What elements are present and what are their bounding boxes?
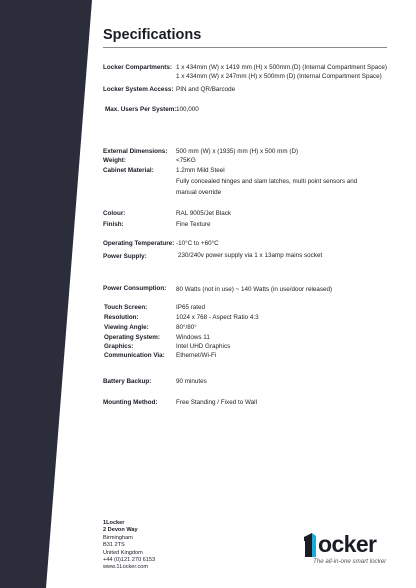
consumption-label: Power Consumption: — [103, 285, 167, 292]
company-address — [103, 520, 155, 572]
battery-value: 90 minutes — [176, 378, 207, 385]
communication-value: Ethernet/Wi-Fi — [176, 352, 217, 359]
viewing-angle-label: Viewing Angle: — [104, 324, 149, 331]
dimensions-label: External Dimensions: — [103, 148, 168, 155]
compartments-value-1: 1 x 434mm (W) x 1419 mm (H) x 500mm (D) (Internal Compartment Space) — [176, 64, 387, 71]
communication-label: Communication Via: — [104, 352, 165, 359]
dimensions-value: 500 mm (W) x (1935) mm (H) x 500 mm (D) — [176, 148, 299, 155]
weight-value: <75KG — [176, 157, 196, 164]
material-value-3: manual override — [176, 189, 222, 196]
colour-label: Colour: — [103, 210, 126, 217]
footer-company: 1Locker — [103, 520, 125, 526]
logo-tagline: The all-in-one smart locker — [313, 558, 387, 565]
material-value-2: Fully concealed hinges and slam latches, multi point sensors and — [176, 178, 358, 185]
temperature-value: -10°C to +60°C — [176, 240, 219, 247]
battery-label: Battery Backup: — [103, 378, 152, 385]
page-title: Specifications — [103, 27, 202, 43]
logo-one-mark — [300, 532, 320, 558]
temperature-label: Operating Temperature: — [103, 240, 175, 247]
compartments-value-2: 1 x 434mm (W) x 247mm (H) x 500mm (D) (Internal Compartment Space) — [176, 73, 382, 80]
viewing-angle-value: 80°/80° — [176, 324, 197, 331]
weight-label: Weight: — [103, 157, 126, 164]
resolution-value: 1024 x 768 - Aspect Ratio 4:3 — [176, 314, 259, 321]
title-divider — [103, 47, 387, 48]
graphics-value: Intel UHD Graphics — [176, 343, 231, 350]
access-value: PIN and QR/Barcode — [176, 86, 236, 93]
footer-website[interactable]: www.1Locker.com — [103, 564, 149, 571]
users-label: Max. Users Per System: — [105, 106, 177, 113]
touch-screen-label: Touch Screen: — [104, 304, 148, 311]
power-supply-value: 230/240v power supply via 1 x 13amp mains socket — [178, 252, 323, 259]
graphics-label: Graphics: — [104, 343, 134, 350]
os-label: Operating System: — [104, 334, 160, 341]
footer-street: 2 Devon Way — [103, 527, 138, 534]
finish-value: Fine Texture — [176, 221, 211, 228]
users-value: 100,000 — [176, 106, 199, 113]
os-value: Windows 11 — [176, 334, 210, 341]
material-value-1: 1.2mm Mild Steel — [176, 167, 225, 174]
finish-label: Finish: — [103, 221, 124, 228]
access-label: Locker System Access: — [103, 86, 174, 93]
touch-screen-value: IP65 rated — [176, 304, 206, 311]
compartments-label: Locker Compartments: — [103, 64, 172, 71]
resolution-label: Resolution: — [104, 314, 139, 321]
colour-value: RAL 9005/Jet Black — [176, 210, 232, 217]
logo-wordmark: ocker — [318, 531, 377, 557]
brand-logo — [300, 531, 396, 571]
consumption-value: 80 Watts (not in use) ~ 140 Watts (in use/door released) — [176, 286, 333, 293]
mounting-value: Free Standing / Fixed to Wall — [176, 399, 257, 406]
footer-city: Birmingham — [103, 534, 133, 541]
power-supply-label: Power Supply: — [103, 253, 147, 260]
footer-country: United Kingdom — [103, 549, 143, 556]
footer-phone: +44 (0)121 270 6153 — [103, 557, 156, 564]
material-label: Cabinet Material: — [103, 167, 154, 174]
footer-postcode: B31 2TS — [103, 542, 125, 549]
mounting-label: Mounting Method: — [103, 399, 158, 406]
